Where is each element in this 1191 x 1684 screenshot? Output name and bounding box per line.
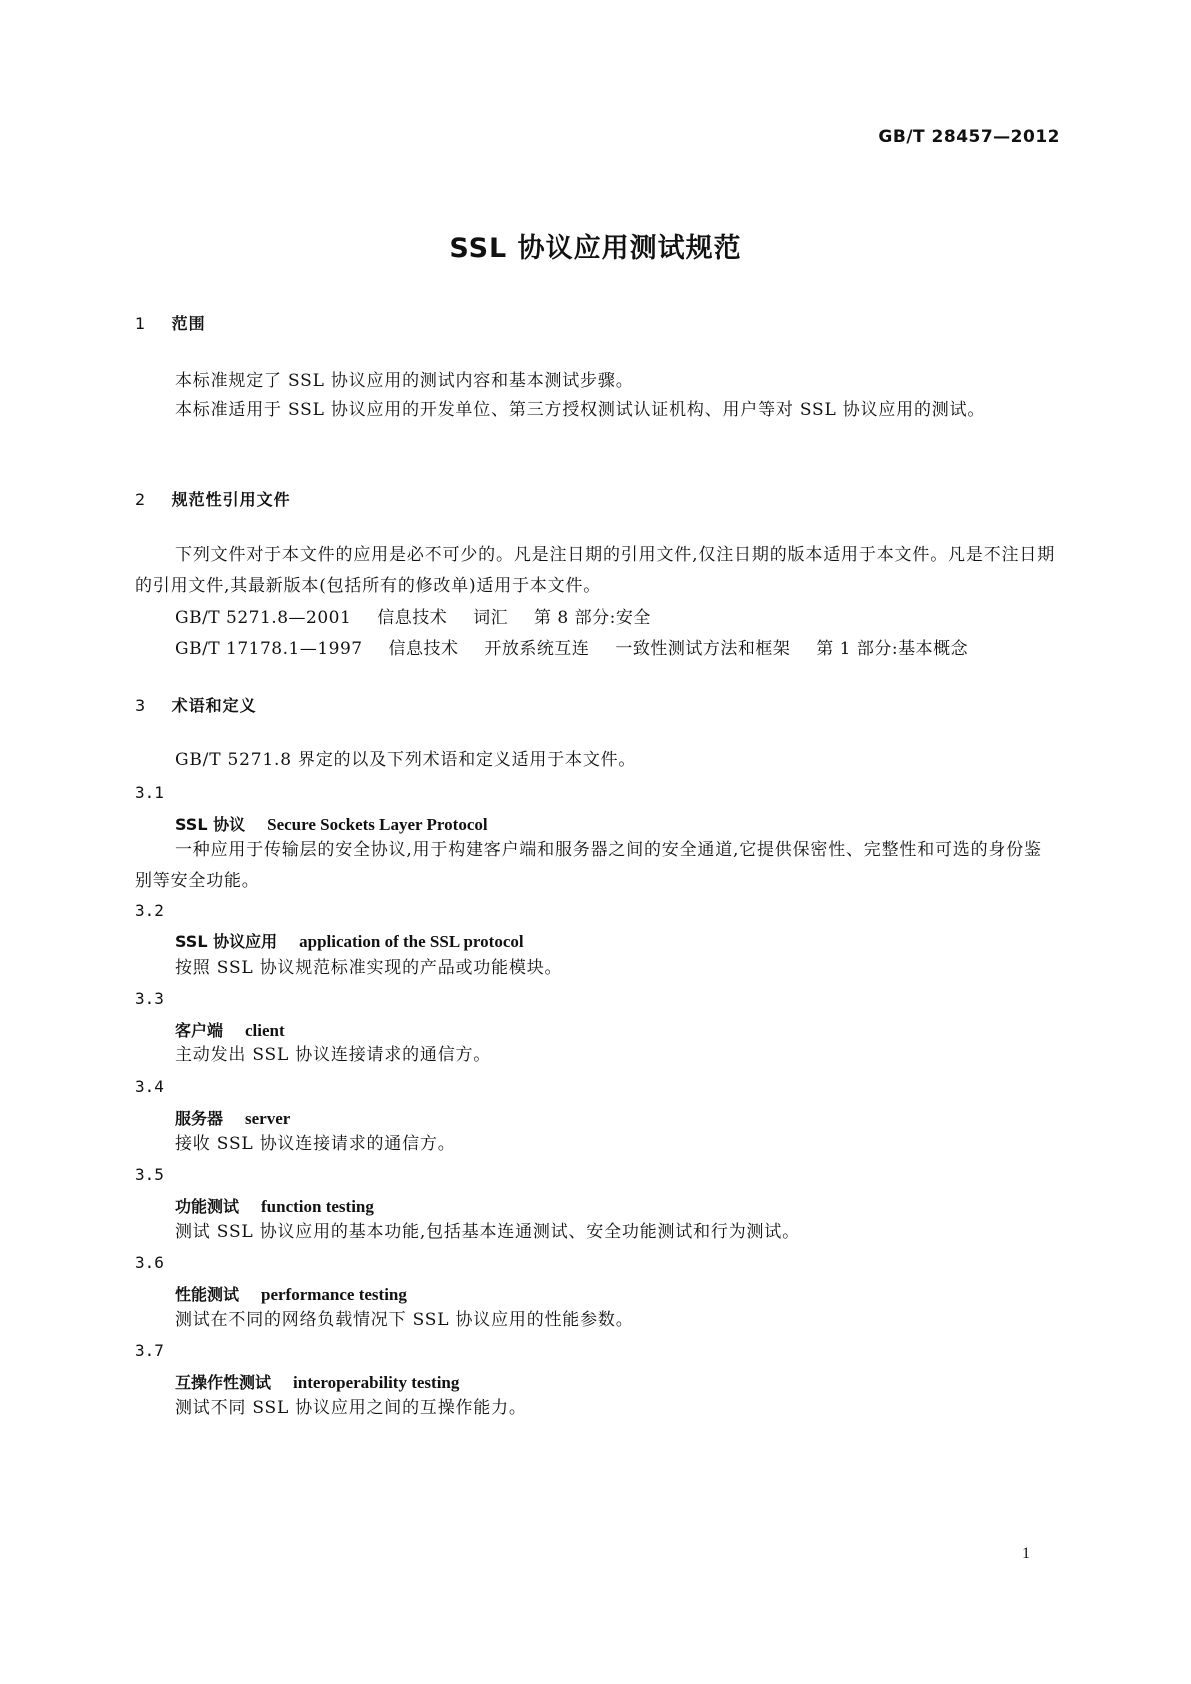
standard-code: GB/T 28457—2012 (878, 127, 1060, 147)
section-heading-normative-references (135, 487, 291, 510)
section-heading-terms (135, 693, 257, 716)
term-en: client (245, 1021, 285, 1040)
paragraph: 本标准适用于 SSL 协议应用的开发单位、第三方授权测试认证机构、用户等对 SSL 协议应用的测试。 (175, 400, 986, 420)
term-number: 3.6 (135, 1253, 164, 1272)
term-definition: 测试在不同的网络负载情况下 SSL 协议应用的性能参数。 (175, 1310, 634, 1330)
section-number: 1 (135, 314, 147, 333)
term-definition: 按照 SSL 协议规范标准实现的产品或功能模块。 (175, 958, 563, 978)
term-number: 3.7 (135, 1341, 164, 1360)
term-heading (175, 1282, 407, 1305)
term-zh: 服务器 (175, 1109, 224, 1128)
term-definition: 接收 SSL 协议连接请求的通信方。 (175, 1134, 456, 1154)
term-definition: 测试 SSL 协议应用的基本功能,包括基本连通测试、安全功能测试和行为测试。 (175, 1222, 800, 1242)
reference-item (175, 603, 671, 628)
reference-part: 第 8 部分:安全 (534, 608, 651, 628)
term-zh: SSL 协议应用 (175, 932, 278, 951)
term-number: 3.3 (135, 989, 164, 1008)
term-en: function testing (261, 1197, 374, 1216)
section-heading-scope (135, 311, 206, 334)
term-en: performance testing (261, 1285, 407, 1304)
term-definition: 主动发出 SSL 协议连接请求的通信方。 (175, 1045, 492, 1065)
term-heading (175, 1018, 285, 1041)
reference-part: 一致性测试方法和框架 (615, 639, 791, 659)
term-number: 3.2 (135, 901, 164, 920)
paragraph: 下列文件对于本文件的应用是必不可少的。凡是注日期的引用文件,仅注日期的版本适用于本文件。凡是不注日期的引用文件,其最新版本(包括所有的修改单)适用于本文件。 (135, 545, 1055, 596)
term-zh: SSL 协议 (175, 815, 246, 834)
section-title: 范围 (171, 314, 206, 333)
term-heading (175, 1194, 374, 1217)
reference-item (175, 634, 988, 659)
term-number: 3.5 (135, 1165, 164, 1184)
paragraph: 本标准规定了 SSL 协议应用的测试内容和基本测试步骤。 (175, 371, 634, 391)
reference-part: 第 1 部分:基本概念 (816, 639, 969, 659)
reference-part: 信息技术 (377, 608, 448, 628)
term-heading (175, 812, 488, 835)
reference-code: GB/T 17178.1—1997 (175, 639, 363, 659)
term-number: 3.4 (135, 1077, 164, 1096)
term-en: Secure Sockets Layer Protocol (267, 815, 488, 834)
section-title: 术语和定义 (171, 696, 257, 715)
term-heading (175, 1370, 459, 1393)
term-zh: 客户端 (175, 1021, 224, 1040)
page-title: SSL 协议应用测试规范 (449, 233, 742, 264)
term-zh: 功能测试 (175, 1197, 240, 1216)
term-heading (175, 929, 524, 952)
term-en: application of the SSL protocol (299, 932, 524, 951)
term-zh: 性能测试 (175, 1285, 240, 1304)
term-heading (175, 1106, 290, 1129)
term-en: server (245, 1109, 291, 1128)
term-number: 3.1 (135, 783, 164, 802)
paragraph: GB/T 5271.8 界定的以及下列术语和定义适用于本文件。 (175, 750, 637, 770)
term-zh: 互操作性测试 (175, 1373, 272, 1392)
reference-part: 信息技术 (388, 639, 459, 659)
section-title: 规范性引用文件 (171, 490, 291, 509)
page-number: 1 (1022, 1545, 1030, 1562)
term-definition: 测试不同 SSL 协议应用之间的互操作能力。 (175, 1398, 527, 1418)
section-number: 3 (135, 696, 147, 715)
reference-part: 开放系统互连 (484, 639, 590, 659)
section-number: 2 (135, 490, 147, 509)
reference-code: GB/T 5271.8—2001 (175, 608, 352, 628)
reference-part: 词汇 (473, 608, 509, 628)
term-definition: 一种应用于传输层的安全协议,用于构建客户端和服务器之间的安全通道,它提供保密性、完整性和可选的身份鉴别等安全功能。 (135, 840, 1042, 891)
term-en: interoperability testing (293, 1373, 460, 1392)
